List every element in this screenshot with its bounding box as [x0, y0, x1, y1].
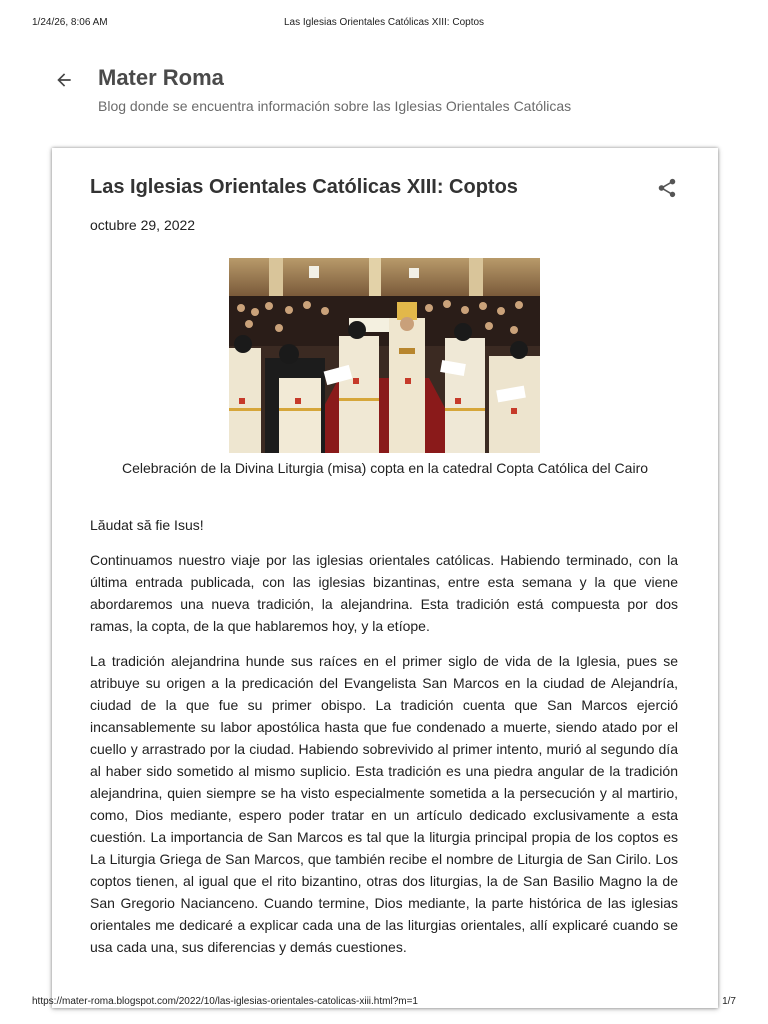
post-card [52, 148, 718, 1008]
arrow-left-icon [54, 70, 74, 90]
paragraph: Continuamos nuestro viaje por las iglesias orientales católicas. Habiendo terminado, con la última entrada publicada, con las iglesias bizantinas, entre esta semana y la que viene abordaremos una nueva tradición, la alejandrina. Esta tradición está compuesta por dos ramas, la copta, de la que hablaremos hoy, y la etíope. [90, 552, 678, 634]
paragraph: Lăudat să fie Isus! [90, 517, 204, 533]
liturgy-photo[interactable] [229, 258, 540, 453]
print-footer [0, 996, 768, 1010]
print-header [0, 17, 768, 31]
blog-description: Blog donde se encuentra información sobre las Iglesias Orientales Católicas [98, 98, 572, 114]
back-button[interactable] [52, 68, 76, 92]
post-title: Las Iglesias Orientales Católicas XIII: Coptos [90, 176, 518, 198]
post-body [90, 514, 678, 971]
paragraph: La tradición alejandrina hunde sus raíces en el primer siglo de vida de la Iglesia, pues se atribuye su origen a la predicación del Evangelista San Marcos en la ciudad de Alejandría, ciudad de la que fue su primer obispo. La tradición cuenta que San Marcos ejerció incansablemente su labor apostólica hasta que fue condenado a muerte, siendo atado por el cuello y arrastrado por la ciudad. Habiendo sobrevivido al primer intento, murió al segundo día al haber sido sometido al mismo suplicio. Esta tradición es una piedra angular de la tradición alejandrina, quien siempre se ha visto especialmente sometida a la persecución y al martirio, como, Dios mediante, espero poder tratar en un artículo dedicado exclusivamente a esta cuestión. La importancia de San Marcos es tal que la liturgia principal propia de los coptos es La Liturgia Griega de San Marcos, que también recibe el nombre de Liturgia de San Cirilo. Los coptos tienen, al igual que el rito bizantino, otras dos liturgias, la de San Basilio Magno la de San Gregorio Nacianceno. Cuando termine, Dios mediante, la parte histórica de las iglesias orientales me dedicaré a explicar cada una de las liturgias orientales, allí explicaré cuando se usa cada una, sus diferencias y demás cuestiones. [90, 653, 678, 955]
share-button[interactable] [655, 176, 679, 200]
print-datetime: 1/24/26, 8:06 AM [32, 17, 108, 28]
blog-title[interactable]: Mater Roma [98, 65, 224, 90]
print-page-number: 1/7 [722, 996, 736, 1007]
post-date: octubre 29, 2022 [90, 217, 196, 233]
image-caption: Celebración de la Divina Liturgia (misa) copta en la catedral Copta Católica del Cairo [121, 460, 649, 476]
print-url: https://mater-roma.blogspot.com/2022/10/las-iglesias-orientales-catolicas-xiii.html?m=1 [32, 996, 418, 1007]
share-icon [656, 177, 678, 199]
print-page-title: Las Iglesias Orientales Católicas XIII: Coptos [283, 17, 485, 28]
liturgy-photo-illustration [229, 258, 540, 453]
